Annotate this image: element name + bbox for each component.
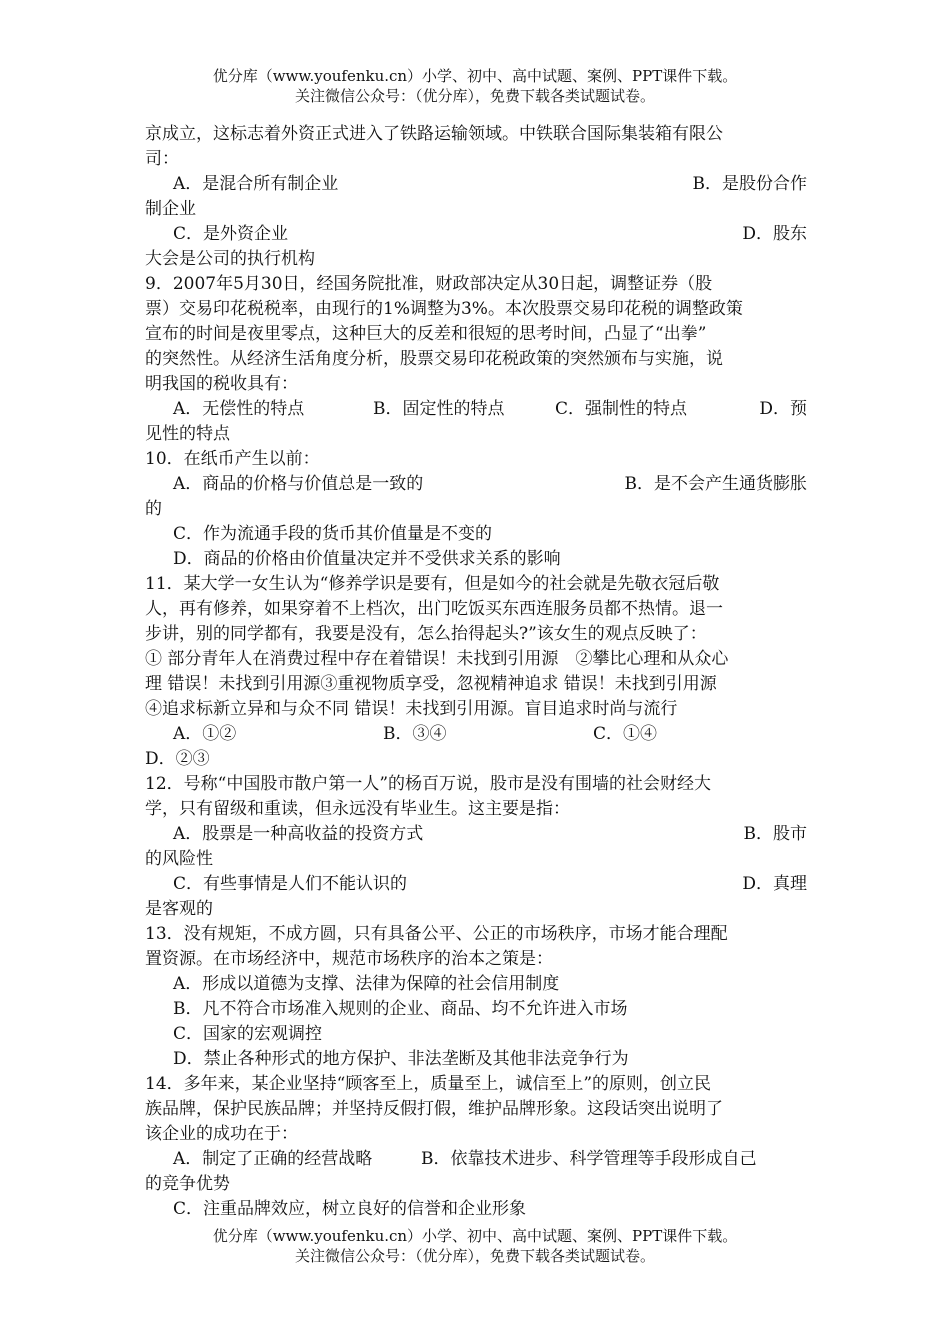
q13-option-a: A．形成以道德为支撑、法律为保障的社会信用制度: [173, 974, 560, 994]
q14-option-row: [145, 1147, 807, 1172]
q14-option-a: A．制定了正确的经营战略: [173, 1149, 373, 1169]
q11-stem-line: 11．某大学一女生认为“修养学识是要有，但是如今的社会就是先敬衣冠后敬: [145, 574, 720, 594]
question-content: [145, 122, 807, 1222]
q9-stem-line: 明我国的税收具有：: [145, 374, 298, 394]
q8-option-d-cont: 大会是公司的执行机构: [145, 249, 315, 269]
q11-statement-line: ④追求标新立异和与众不同 错误！未找到引用源。盲目追求时尚与流行: [145, 699, 678, 719]
q11-stem-line: 步讲，别的同学都有，我要是没有，怎么抬得起头?”该女生的观点反映了：: [145, 624, 707, 644]
q11-option-row: [145, 722, 807, 747]
q9-stem-line: 票）交易印花税税率，由现行的1%调整为3%。本次股票交易印花税的调整政策: [145, 299, 743, 319]
q8-option-row: [145, 222, 807, 247]
q12-option-a: A．股票是一种高收益的投资方式: [173, 824, 424, 844]
q8-option-b-cont: 制企业: [145, 199, 196, 219]
q12-option-c: C．有些事情是人们不能认识的: [173, 874, 408, 894]
q8-stem-line: 京成立，这标志着外资正式进入了铁路运输领域。中铁联合国际集装箱有限公: [145, 124, 723, 144]
q12-option-d-cont: 是客观的: [145, 899, 213, 919]
footer-line-1: 优分库（www.youfenku.cn）小学、初中、高中试题、案例、PPT课件下载。: [212, 1227, 738, 1245]
q10-option-d: D．商品的价格由价值量决定并不受供求关系的影响: [173, 549, 561, 569]
q13-option-c: C．国家的宏观调控: [173, 1024, 323, 1044]
page-header: [0, 66, 950, 106]
q13-stem-line: 13．没有规矩，不成方圆，只有具备公平、公正的市场秩序，市场才能合理配: [145, 924, 728, 944]
q10-option-row: [145, 472, 807, 497]
q8-option-b: B．是股份合作: [692, 174, 807, 194]
footer-line-2: 关注微信公众号：（优分库），免费下载各类试题试卷。: [294, 1247, 655, 1265]
q14-stem-line: 族品牌，保护民族品牌；并坚持反假打假，维护品牌形象。这段话突出说明了: [145, 1099, 723, 1119]
q11-statement-line: ① 部分青年人在消费过程中存在着错误！未找到引用源 ②攀比心理和从众心: [145, 649, 729, 669]
q11-option-d: D．②③: [145, 749, 210, 769]
q8-option-row: [145, 172, 807, 197]
q12-stem-line: 12．号称“中国股市散户第一人”的杨百万说，股市是没有围墙的社会财经大: [145, 774, 712, 794]
q12-option-row: [145, 822, 807, 847]
header-line-1: 优分库（www.youfenku.cn）小学、初中、高中试题、案例、PPT课件下载。: [212, 67, 738, 85]
q12-option-b: B．股市: [743, 824, 807, 844]
q14-option-b: B．依靠技术进步、科学管理等手段形成自己: [421, 1149, 757, 1169]
q9-option-d-cont: 见性的特点: [145, 424, 230, 444]
q8-option-c: C．是外资企业: [173, 224, 289, 244]
q11-option-a: A．①②: [173, 724, 237, 744]
q13-stem-line: 置资源。在市场经济中，规范市场秩序的治本之策是：: [145, 949, 553, 969]
q10-option-a: A．商品的价格与价值总是一致的: [173, 474, 424, 494]
q12-option-row: [145, 872, 807, 897]
q8-stem-line: 司：: [145, 149, 179, 169]
q9-option-a: A．无偿性的特点: [173, 399, 305, 419]
q11-option-c: C．①④: [593, 724, 658, 744]
q9-option-d: D．预: [759, 399, 807, 419]
q12-stem-line: 学，只有留级和重读，但永远没有毕业生。这主要是指：: [145, 799, 570, 819]
q14-option-c: C．注重品牌效应，树立良好的信誉和企业形象: [173, 1199, 527, 1219]
q10-option-b: B．是不会产生通货膨胀: [624, 474, 807, 494]
q9-option-c: C．强制性的特点: [555, 399, 688, 419]
header-line-2: 关注微信公众号：（优分库），免费下载各类试题试卷。: [294, 87, 655, 105]
q14-stem-line: 14．多年来，某企业坚持“顾客至上，质量至上，诚信至上”的原则，创立民: [145, 1074, 712, 1094]
q12-option-d: D．真理: [742, 874, 807, 894]
q10-option-c: C．作为流通手段的货币其价值量是不变的: [173, 524, 493, 544]
q13-option-d: D．禁止各种形式的地方保护、非法垄断及其他非法竞争行为: [173, 1049, 629, 1069]
q8-option-a: A．是混合所有制企业: [173, 174, 339, 194]
q10-option-b-cont: 的: [145, 499, 162, 519]
q9-option-b: B．固定性的特点: [373, 399, 505, 419]
q9-option-row: [145, 397, 807, 422]
q9-stem-line: 9．2007年5月30日，经国务院批准，财政部决定从30日起，调整证券（股: [145, 274, 713, 294]
q14-stem-line: 该企业的成功在于：: [145, 1124, 298, 1144]
q13-option-b: B．凡不符合市场准入规则的企业、商品、均不允许进入市场: [173, 999, 628, 1019]
q11-stem-line: 人，再有修养，如果穿着不上档次，出门吃饭买东西连服务员都不热情。退一: [145, 599, 723, 619]
q9-stem-line: 宣布的时间是夜里零点，这种巨大的反差和很短的思考时间，凸显了“出拳”: [145, 324, 707, 344]
q12-option-b-cont: 的风险性: [145, 849, 213, 869]
q9-stem-line: 的突然性。从经济生活角度分析，股票交易印花税政策的突然颁布与实施，说: [145, 349, 723, 369]
q8-option-d: D．股东: [742, 224, 807, 244]
q10-stem-line: 10．在纸币产生以前：: [145, 449, 320, 469]
q11-statement-line: 理 错误！未找到引用源③重视物质享受，忽视精神追求 错误！未找到引用源: [145, 674, 717, 694]
page-footer: [0, 1226, 950, 1266]
q14-option-b-cont: 的竞争优势: [145, 1174, 230, 1194]
q11-option-b: B．③④: [383, 724, 447, 744]
